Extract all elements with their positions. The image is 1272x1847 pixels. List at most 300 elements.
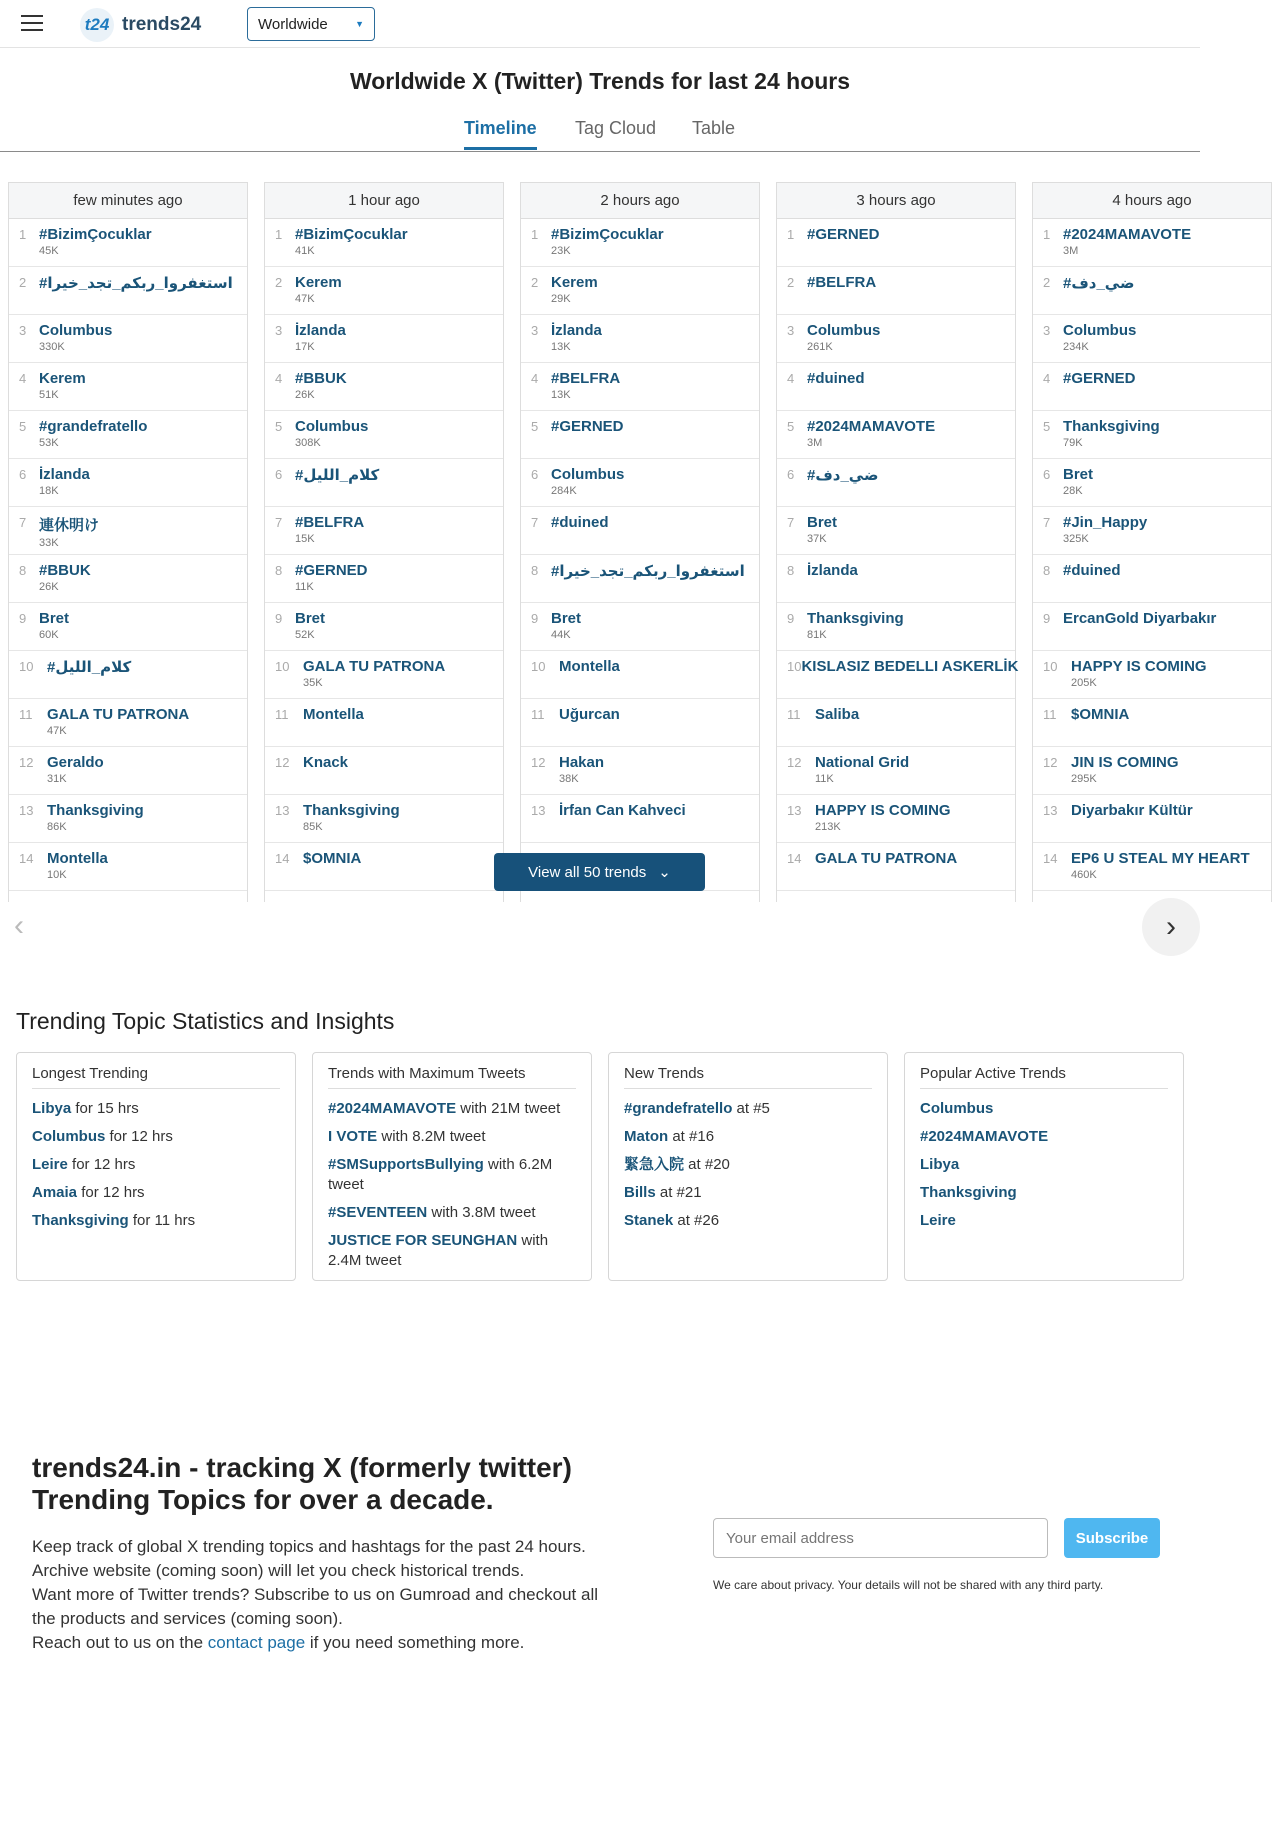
trend-rank: 12	[19, 755, 34, 770]
trend-name[interactable]: İzlanda	[551, 322, 602, 339]
trend-row[interactable]	[265, 315, 503, 363]
card-title: Trends with Maximum Tweets	[328, 1065, 576, 1089]
stats-item-trend-link[interactable]: Thanksgiving	[920, 1184, 1017, 1201]
trend-row[interactable]	[521, 747, 759, 795]
trend-info	[551, 322, 759, 362]
trend-name[interactable]: Bret	[295, 610, 326, 627]
trend-info	[1063, 514, 1271, 554]
trend-row[interactable]	[1033, 267, 1271, 315]
trend-row[interactable]	[1033, 795, 1271, 843]
trend-name[interactable]: Kerem	[39, 370, 86, 387]
trend-row[interactable]	[521, 315, 759, 363]
trend-rank: 7	[787, 515, 795, 530]
trend-rank: 12	[275, 755, 290, 770]
stats-item	[920, 1155, 1168, 1175]
stats-item-trend-link[interactable]: Libya	[32, 1100, 72, 1117]
stats-item-trend-link[interactable]: Leire	[32, 1156, 68, 1173]
trend-row[interactable]	[777, 795, 1015, 843]
trend-row[interactable]	[777, 459, 1015, 507]
stats-card-max-tweets	[312, 1052, 592, 1281]
trend-row[interactable]	[9, 747, 247, 795]
trend-row[interactable]	[1033, 315, 1271, 363]
trend-info	[551, 514, 759, 554]
trend-row[interactable]	[265, 795, 503, 843]
trend-name[interactable]: #BizimÇocuklar	[295, 226, 408, 243]
trend-count: 52K	[295, 629, 315, 641]
trend-name[interactable]: Kerem	[551, 274, 598, 291]
trend-count: 51K	[39, 389, 59, 401]
trend-name[interactable]: #BELFRA	[807, 274, 877, 291]
trend-row[interactable]	[777, 699, 1015, 747]
trend-name[interactable]: Thanksgiving	[1063, 418, 1160, 435]
trend-name[interactable]: #BBUK	[39, 562, 91, 579]
trend-row[interactable]	[521, 459, 759, 507]
tab-table[interactable]: Table	[692, 118, 736, 138]
trend-row[interactable]	[777, 267, 1015, 315]
trend-row[interactable]	[265, 267, 503, 315]
trend-count: 234K	[1063, 341, 1089, 353]
trend-row[interactable]	[1033, 363, 1271, 411]
timeline-column	[776, 182, 1019, 902]
trend-name[interactable]: ErcanGold Diyarbakır	[1063, 610, 1217, 627]
column-time: 2 hours ago	[521, 183, 759, 219]
trend-rank: 6	[19, 467, 27, 482]
trend-rank: 5	[275, 419, 283, 434]
trend-info	[551, 274, 759, 314]
trend-name[interactable]: Bret	[39, 610, 70, 627]
trend-name[interactable]: #BizimÇocuklar	[39, 226, 152, 243]
timeline-column	[520, 182, 760, 902]
trend-rank: 10	[1043, 659, 1058, 674]
trend-row[interactable]	[265, 219, 503, 267]
stats-item-trend-link[interactable]: Maton	[624, 1128, 669, 1145]
trend-rank: 10	[275, 659, 290, 674]
trend-rank: 14	[19, 851, 34, 866]
trend-info	[303, 706, 503, 746]
trend-count: 325K	[1063, 533, 1089, 545]
trend-row[interactable]	[265, 603, 503, 651]
trend-rank: 10	[787, 659, 802, 674]
trend-row[interactable]	[1033, 411, 1271, 459]
trend-name[interactable]: #BELFRA	[551, 370, 621, 387]
trend-row[interactable]	[1033, 219, 1271, 267]
tab-tag-cloud[interactable]: Tag Cloud	[575, 118, 657, 138]
stats-item-trend-link[interactable]: Bills	[624, 1184, 656, 1201]
stats-item-trend-link[interactable]: Columbus	[32, 1128, 106, 1145]
stats-item	[920, 1183, 1168, 1203]
trend-count: 13K	[551, 341, 571, 353]
trend-rank: 9	[275, 611, 283, 626]
stats-item-detail: with 3.8M tweet	[427, 1204, 536, 1221]
trend-row[interactable]	[777, 843, 1015, 891]
trend-info	[39, 610, 247, 650]
trend-name[interactable]: İzlanda	[295, 322, 346, 339]
chevron-left-icon[interactable]: ‹	[14, 909, 24, 942]
trend-info	[807, 514, 1015, 554]
stats-item	[624, 1183, 872, 1203]
trend-name[interactable]: Montella	[559, 658, 620, 675]
trend-name[interactable]: Knack	[303, 754, 349, 771]
trend-name[interactable]: #BizimÇocuklar	[551, 226, 664, 243]
trend-rank: 13	[787, 803, 802, 818]
trend-row[interactable]	[265, 747, 503, 795]
trend-row[interactable]	[265, 555, 503, 603]
trend-name[interactable]: Columbus	[295, 418, 369, 435]
trend-name[interactable]: Diyarbakır Kültür	[1071, 802, 1193, 819]
trend-row[interactable]	[9, 411, 247, 459]
trend-name[interactable]: #ضي_دف	[807, 467, 879, 484]
stats-item	[32, 1155, 280, 1175]
trend-info	[47, 754, 247, 794]
trend-rank: 4	[19, 371, 27, 386]
trend-name[interactable]: $OMNIA	[303, 850, 362, 867]
trend-row[interactable]	[1033, 555, 1271, 603]
stats-card-new-trends	[608, 1052, 888, 1281]
trend-name[interactable]: Columbus	[1063, 322, 1137, 339]
trend-name[interactable]: #استغفروا_ربكم_تجد_خيرا	[551, 563, 745, 580]
trend-name[interactable]: National Grid	[815, 754, 910, 771]
card-title: New Trends	[624, 1065, 872, 1089]
stats-item-trend-link[interactable]: Libya	[920, 1156, 960, 1173]
trend-row[interactable]	[777, 411, 1015, 459]
stats-item-trend-link[interactable]: #SEVENTEEN	[328, 1204, 428, 1221]
trend-rank: 8	[787, 563, 795, 578]
trend-info	[295, 274, 503, 314]
trend-rank: 3	[531, 323, 539, 338]
stats-item-trend-link[interactable]: Thanksgiving	[32, 1212, 129, 1229]
trend-row[interactable]	[265, 843, 503, 891]
view-all-label: View all 50 trends	[528, 863, 647, 881]
trend-row[interactable]	[1033, 651, 1271, 699]
trend-info	[39, 466, 247, 506]
trend-count: 44K	[551, 629, 571, 641]
trend-name[interactable]: Montella	[47, 850, 108, 867]
stats-item-trend-link[interactable]: #grandefratello	[624, 1100, 733, 1117]
trend-row[interactable]	[9, 795, 247, 843]
trend-info	[1063, 466, 1271, 506]
trend-info	[295, 466, 503, 506]
trend-rank: 6	[787, 467, 795, 482]
trend-rank: 10	[531, 659, 546, 674]
trend-info	[815, 850, 1015, 890]
stats-item-trend-link[interactable]: #2024MAMAVOTE	[328, 1100, 457, 1117]
trend-rank: 9	[19, 611, 27, 626]
stats-item	[328, 1231, 576, 1271]
footer-line: Keep track of global X trending topics and hashtags for the past 24 hours.	[32, 1537, 586, 1556]
trend-rank: 6	[275, 467, 283, 482]
caret-down-icon: ▼	[355, 19, 364, 29]
trend-info	[559, 658, 759, 698]
trend-rank: 4	[275, 371, 283, 386]
trend-name[interactable]: GALA TU PATRONA	[47, 706, 190, 723]
trend-count: 18K	[39, 485, 59, 497]
trend-row[interactable]	[1033, 843, 1271, 891]
stats-item	[624, 1127, 872, 1147]
stats-item-trend-link[interactable]: I VOTE	[328, 1128, 378, 1145]
region-select[interactable]	[247, 7, 375, 41]
chevron-right-icon[interactable]: ›	[1142, 898, 1200, 956]
trend-rank: 8	[19, 563, 27, 578]
trend-name[interactable]: Bret	[1063, 466, 1094, 483]
trend-info	[39, 562, 247, 602]
column-time: 4 hours ago	[1033, 183, 1271, 219]
trend-row[interactable]	[265, 699, 503, 747]
trend-name[interactable]: 連休明け	[39, 517, 100, 534]
trend-info	[1071, 850, 1271, 890]
trend-name[interactable]: #BBUK	[295, 370, 347, 387]
trend-row[interactable]	[9, 315, 247, 363]
stats-item-trend-link[interactable]: Leire	[920, 1212, 956, 1229]
stats-heading: Trending Topic Statistics and Insights	[16, 1008, 395, 1034]
trend-name[interactable]: Columbus	[39, 322, 113, 339]
trend-name[interactable]: Thanksgiving	[807, 610, 904, 627]
trend-rank: 4	[787, 371, 795, 386]
trend-row[interactable]	[521, 795, 759, 843]
stats-item-trend-link[interactable]: JUSTICE FOR SEUNGHAN	[328, 1232, 518, 1249]
trend-info	[807, 562, 1015, 602]
trend-count: 3M	[1063, 245, 1079, 257]
stats-item-detail: for 11 hrs	[128, 1212, 196, 1229]
trend-info	[295, 370, 503, 410]
trend-row[interactable]	[521, 603, 759, 651]
trend-name[interactable]: #BELFRA	[295, 514, 365, 531]
trend-count: 28K	[1063, 485, 1083, 497]
trend-count: 295K	[1071, 773, 1097, 785]
trend-name[interactable]: #2024MAMAVOTE	[807, 418, 936, 435]
footer-text	[32, 1535, 622, 1655]
trend-info	[807, 370, 1015, 410]
trend-row[interactable]	[521, 267, 759, 315]
trend-name[interactable]: İzlanda	[39, 466, 90, 483]
trend-row[interactable]	[9, 219, 247, 267]
trend-info	[1071, 754, 1271, 794]
trend-count: 26K	[39, 581, 59, 593]
trend-name[interactable]: Uğurcan	[559, 706, 620, 723]
trend-row[interactable]	[265, 459, 503, 507]
trend-rank: 3	[1043, 323, 1051, 338]
trend-row[interactable]	[1033, 459, 1271, 507]
trend-name[interactable]: Bret	[807, 514, 838, 531]
stats-item	[32, 1099, 280, 1119]
trend-name[interactable]: #GERNED	[1063, 370, 1136, 387]
trend-name[interactable]: Saliba	[815, 706, 860, 723]
trend-row[interactable]	[9, 843, 247, 891]
stats-item	[32, 1183, 280, 1203]
trend-name[interactable]: Thanksgiving	[303, 802, 400, 819]
view-tabs	[0, 112, 1200, 152]
trend-name[interactable]: #ضي_دف	[1063, 275, 1135, 292]
stats-item-trend-link[interactable]: 緊急入院	[624, 1156, 685, 1173]
logo[interactable]	[80, 8, 201, 42]
trend-row[interactable]	[265, 411, 503, 459]
trend-count: 81K	[807, 629, 827, 641]
trend-rank: 6	[531, 467, 539, 482]
trend-row[interactable]	[9, 603, 247, 651]
trend-rank: 9	[787, 611, 795, 626]
trend-rank: 13	[275, 803, 290, 818]
trend-name[interactable]: GALA TU PATRONA	[815, 850, 958, 867]
trend-name[interactable]: #استغفروا_ربكم_تجد_خيرا	[39, 275, 233, 292]
trend-name[interactable]: Montella	[303, 706, 364, 723]
stats-item	[32, 1127, 280, 1147]
trend-name[interactable]: Columbus	[807, 322, 881, 339]
trend-row[interactable]	[777, 555, 1015, 603]
trend-rank: 7	[531, 515, 539, 530]
view-all-trends-button[interactable]	[494, 853, 705, 891]
email-input[interactable]	[713, 1518, 1048, 1558]
trend-row[interactable]	[521, 699, 759, 747]
trend-row[interactable]	[265, 651, 503, 699]
trend-name[interactable]: EP6 U STEAL MY HEART	[1071, 850, 1250, 867]
trend-info	[303, 850, 503, 890]
trend-row[interactable]	[521, 507, 759, 555]
card-title: Popular Active Trends	[920, 1065, 1168, 1089]
trend-count: 23K	[551, 245, 571, 257]
trend-row[interactable]	[777, 219, 1015, 267]
trend-name[interactable]: Columbus	[551, 466, 625, 483]
trend-name[interactable]: $OMNIA	[1071, 706, 1130, 723]
trend-row[interactable]	[521, 363, 759, 411]
timeline-column	[8, 182, 248, 902]
trend-rank: 8	[531, 563, 539, 578]
trend-info	[551, 418, 759, 458]
trend-name[interactable]: #grandefratello	[39, 418, 148, 435]
subscribe-button[interactable]: Subscribe	[1064, 1518, 1160, 1558]
footer-line-post: if you need something more.	[305, 1633, 525, 1652]
trend-rank: 4	[1043, 371, 1051, 386]
trend-info	[295, 562, 503, 602]
stats-card-popular-active	[904, 1052, 1184, 1281]
trend-row[interactable]	[1033, 603, 1271, 651]
stats-item-trend-link[interactable]: #2024MAMAVOTE	[920, 1128, 1049, 1145]
trend-count: 205K	[1071, 677, 1097, 689]
trend-row[interactable]	[265, 363, 503, 411]
trend-row[interactable]	[1033, 699, 1271, 747]
trend-count: 79K	[1063, 437, 1083, 449]
trend-row[interactable]	[777, 315, 1015, 363]
trend-row[interactable]	[777, 363, 1015, 411]
trend-info	[39, 322, 247, 362]
trend-rank: 7	[19, 515, 27, 530]
trend-rank: 9	[531, 611, 539, 626]
trend-row[interactable]	[777, 507, 1015, 555]
stats-item-trend-link[interactable]: Amaia	[32, 1184, 78, 1201]
trend-row[interactable]	[9, 459, 247, 507]
trend-info	[39, 514, 247, 554]
tab-timeline[interactable]: Timeline	[464, 118, 537, 150]
trend-count: 85K	[303, 821, 323, 833]
trend-row[interactable]	[777, 747, 1015, 795]
trend-row[interactable]	[521, 651, 759, 699]
trend-row[interactable]	[9, 363, 247, 411]
trend-row[interactable]	[9, 699, 247, 747]
stats-item	[920, 1211, 1168, 1231]
trend-info	[1071, 658, 1271, 698]
trend-row[interactable]	[265, 507, 503, 555]
trend-info	[47, 706, 247, 746]
trend-info	[807, 610, 1015, 650]
trend-name[interactable]: #Jin_Happy	[1063, 514, 1148, 531]
trend-info	[551, 562, 759, 602]
trend-name[interactable]: HAPPY IS COMING	[815, 802, 951, 819]
stats-item-detail: at #20	[684, 1156, 730, 1173]
trend-name[interactable]: Thanksgiving	[47, 802, 144, 819]
trend-rank: 1	[1043, 227, 1051, 242]
trend-name[interactable]: HAPPY IS COMING	[1071, 658, 1207, 675]
trend-name[interactable]: Geraldo	[47, 754, 104, 771]
trend-name[interactable]: İrfan Can Kahveci	[559, 802, 686, 819]
trend-row[interactable]	[9, 651, 247, 699]
trend-row[interactable]	[1033, 747, 1271, 795]
trend-name[interactable]: #كلام_الليل	[295, 467, 380, 484]
trend-info	[807, 466, 1015, 506]
trend-name[interactable]: Bret	[551, 610, 582, 627]
trend-name[interactable]: #GERNED	[295, 562, 368, 579]
trend-row[interactable]	[9, 507, 247, 555]
trend-name[interactable]: #GERNED	[807, 226, 880, 243]
stats-item-trend-link[interactable]: Stanek	[624, 1212, 674, 1229]
trend-info	[303, 802, 503, 842]
trend-row[interactable]	[521, 411, 759, 459]
trend-name[interactable]: İzlanda	[807, 562, 858, 579]
trend-name[interactable]: #duined	[551, 514, 609, 531]
trend-row[interactable]	[521, 219, 759, 267]
trend-count: 13K	[551, 389, 571, 401]
trend-name[interactable]: #GERNED	[551, 418, 624, 435]
trend-info	[551, 610, 759, 650]
trend-rank: 9	[1043, 611, 1051, 626]
trend-info	[47, 658, 247, 698]
menu-icon[interactable]	[21, 15, 43, 33]
trend-count: 37K	[807, 533, 827, 545]
stats-item-trend-link[interactable]: #SMSupportsBullying	[328, 1156, 484, 1173]
trend-info	[1063, 370, 1271, 410]
trend-count: 31K	[47, 773, 67, 785]
trend-info	[807, 322, 1015, 362]
trend-name[interactable]: GALA TU PATRONA	[303, 658, 446, 675]
trend-name[interactable]: Hakan	[559, 754, 605, 771]
trend-row[interactable]	[777, 603, 1015, 651]
trend-name[interactable]: JIN IS COMING	[1071, 754, 1179, 771]
trend-name[interactable]: #duined	[807, 370, 865, 387]
contact-page-link[interactable]: contact page	[207, 1633, 306, 1652]
trend-row[interactable]	[9, 555, 247, 603]
trend-row[interactable]	[9, 267, 247, 315]
trend-row[interactable]	[777, 651, 1019, 699]
stats-item-trend-link[interactable]: Columbus	[920, 1100, 994, 1117]
stats-item	[920, 1127, 1168, 1147]
trend-name[interactable]: #كلام_الليل	[47, 659, 132, 676]
trend-count: 45K	[39, 245, 59, 257]
trend-count: 17K	[295, 341, 315, 353]
trend-name[interactable]: Kerem	[295, 274, 342, 291]
column-time: 3 hours ago	[777, 183, 1015, 219]
trend-info	[39, 418, 247, 458]
trend-name[interactable]: KISLASIZ BEDELLI ASKERLİK	[801, 658, 1019, 675]
trend-name[interactable]: #duined	[1063, 562, 1121, 579]
trend-count: 38K	[559, 773, 579, 785]
trend-rank: 2	[787, 275, 795, 290]
trend-row[interactable]	[1033, 507, 1271, 555]
trend-info	[295, 514, 503, 554]
stats-item	[328, 1099, 576, 1119]
trend-rank: 14	[787, 851, 802, 866]
trend-row[interactable]	[521, 555, 759, 603]
trend-info	[1063, 322, 1271, 362]
trend-name[interactable]: #2024MAMAVOTE	[1063, 226, 1192, 243]
stats-item-detail: for 12 hrs	[105, 1128, 173, 1145]
stats-item	[32, 1211, 280, 1231]
